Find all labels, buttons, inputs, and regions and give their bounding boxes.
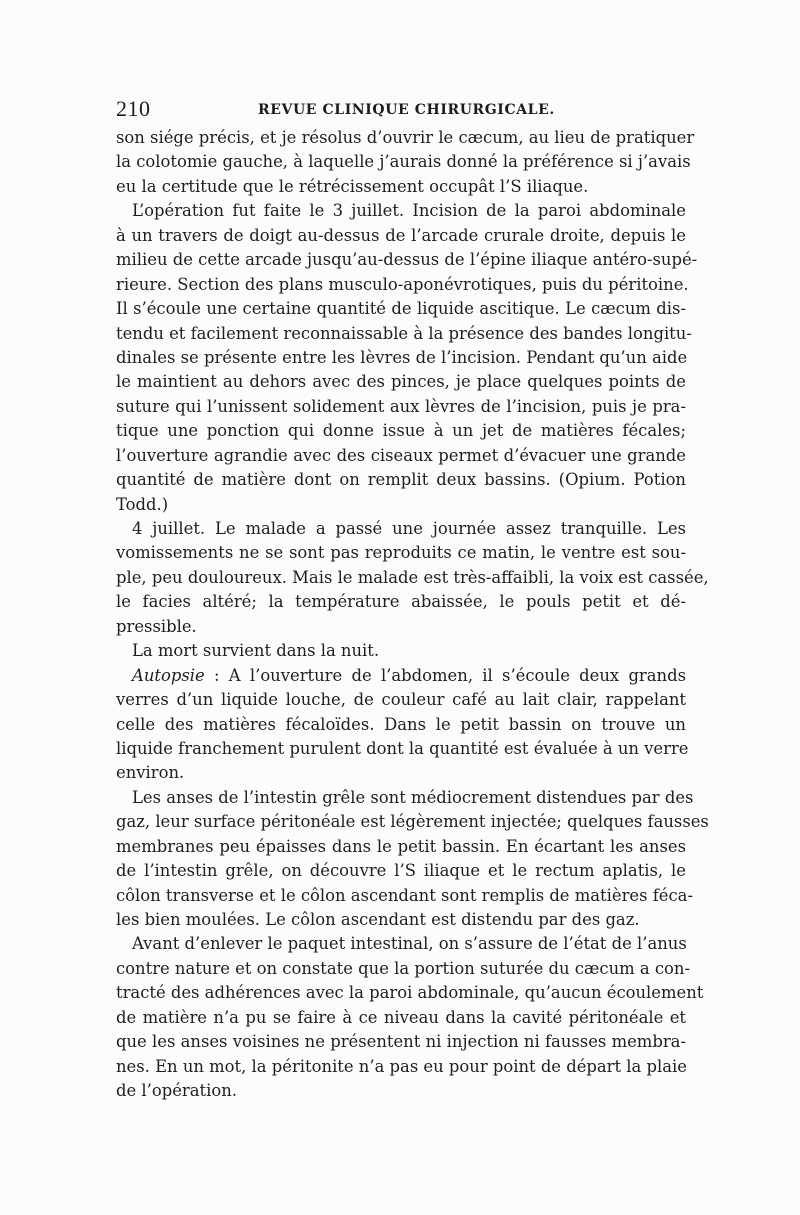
text-line: dinales se présente entre les lèvres de l’incision. Pendant qu’un aide — [116, 347, 688, 367]
paragraph — [116, 932, 704, 1103]
text-line: vomissements ne se sont pas reproduits ce matin, le ventre est sou- — [116, 543, 686, 563]
text-line: tendu et facilement reconnaissable à la présence des bandes longitu- — [116, 323, 692, 343]
text-line: liquide franchement purulent dont la quantité est évaluée à un verre — [116, 738, 689, 758]
text-line: de l’intestin grêle, on découvre l’S iliaque et le rectum aplatis, le — [116, 861, 686, 881]
page-number: 210 — [116, 96, 151, 121]
text-line: les bien moulées. Le côlon ascendant est distendu par des gaz. — [116, 910, 640, 929]
paragraph — [116, 664, 689, 786]
text-line: de l’opération. — [116, 1081, 237, 1101]
text-line: L’opération fut faite le 3 juillet. Incision de la paroi abdominale — [132, 201, 686, 221]
running-title: REVUE CLINIQUE CHIRURGICALE. — [258, 102, 555, 118]
text-line: pressible. — [116, 616, 197, 636]
text-line: côlon transverse et le côlon ascendant sont remplis de matières féca- — [116, 885, 693, 905]
text-line: quantité de matière dont on remplit deux bassins. (Opium. Potion — [116, 470, 686, 490]
text-line: l’ouverture agrandie avec des ciseaux permet d’évacuer une grande — [116, 445, 686, 465]
paragraph — [116, 126, 695, 199]
text-fragment: : A l’ouverture de l’abdomen, il s’écoule deux grands — [204, 665, 686, 685]
text-line: environ. — [116, 763, 185, 783]
text-line: Avant d’enlever le paquet intestinal, on s’assure de l’état de l’anus — [132, 934, 687, 954]
paragraph — [116, 639, 686, 663]
paragraph — [116, 786, 709, 933]
text-line: rieure. Section des plans musculo-aponévrotiques, puis du péritoine. — [116, 274, 689, 294]
page-header — [116, 96, 686, 124]
text-line: Il s’écoule une certaine quantité de liquide ascitique. Le cæcum dis- — [116, 299, 686, 319]
text-line: Les anses de l’intestin grêle sont médiocrement distendues par des — [132, 787, 694, 807]
text-line: le facies altéré; la température abaissée, le pouls petit et dé- — [116, 592, 686, 612]
text-line: verres d’un liquide louche, de couleur café au lait clair, rappelant — [116, 690, 686, 710]
text-line: ple, peu douloureux. Mais le malade est très-affaibli, la voix est cassée, — [116, 567, 709, 587]
text-line: la colotomie gauche, à laquelle j’aurais donné la préférence si j’avais — [116, 152, 691, 172]
text-line: 4 juillet. Le malade a passé une journée assez tranquille. Les — [132, 519, 686, 538]
text-line: gaz, leur surface péritonéale est légèrement injectée; quelques fausses — [116, 812, 709, 832]
paragraph — [116, 517, 709, 639]
text-line: La mort survient dans la nuit. — [132, 641, 380, 661]
text-line: celle des matières fécaloïdes. Dans le petit bassin on trouve un — [116, 714, 686, 734]
text-line — [116, 664, 686, 688]
text-line: suture qui l’unissent solidement aux lèvres de l’incision, puis je pra- — [116, 396, 686, 416]
text-line: contre nature et on constate que la portion suturée du cæcum a con- — [116, 958, 691, 978]
text-line: à un travers de doigt au-dessus de l’arcade crurale droite, depuis le — [116, 225, 686, 245]
text-line: tique une ponction qui donne issue à un jet de matières fécales; — [116, 421, 686, 441]
autopsy-label: Autopsie — [132, 665, 205, 685]
body-text — [116, 126, 709, 1104]
text-line: tracté des adhérences avec la paroi abdominale, qu’aucun écoulement — [116, 983, 704, 1003]
text-line: que les anses voisines ne présentent ni injection ni fausses membra- — [116, 1032, 686, 1052]
text-line: milieu de cette arcade jusqu’au-dessus de l’épine iliaque antéro-supé- — [116, 250, 698, 270]
text-line: le maintient au dehors avec des pinces, je place quelques points de — [116, 372, 686, 392]
text-line: nes. En un mot, la péritonite n’a pas eu pour point de départ la plaie — [116, 1056, 687, 1076]
text-line: de matière n’a pu se faire à ce niveau dans la cavité péritonéale et — [116, 1007, 686, 1027]
paragraph — [116, 199, 698, 517]
text-line: son siége précis, et je résolus d’ouvrir le cæcum, au lieu de pratiquer — [116, 128, 695, 147]
text-line: membranes peu épaisses dans le petit bassin. En écartant les anses — [116, 836, 686, 856]
text-line: eu la certitude que le rétrécissement occupât l’S iliaque. — [116, 176, 589, 196]
text-line: Todd.) — [116, 494, 169, 514]
